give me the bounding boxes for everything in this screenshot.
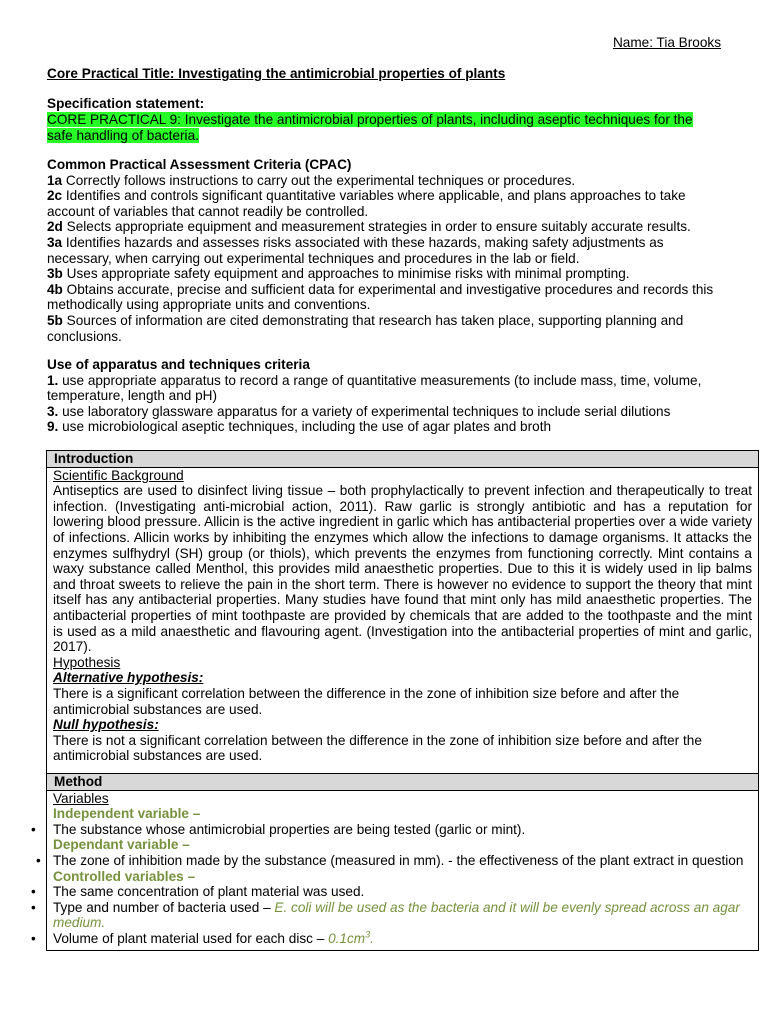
apparatus-section: [47, 357, 721, 435]
controlled-variables-list: [31, 884, 752, 946]
cpac-code: 4b: [47, 281, 63, 297]
alternative-hypothesis-label: Alternative hypothesis:: [53, 670, 204, 686]
method-heading: Method: [47, 774, 759, 791]
cpac-text: Correctly follows instructions to carry out the experimental techniques or procedures.: [62, 172, 576, 188]
apparatus-text: use microbiological aseptic techniques, including the use of agar plates and broth: [58, 419, 552, 435]
cpac-item: [47, 235, 721, 266]
cpac-code: 3b: [47, 266, 63, 282]
list-item: • The zone of inhibition made by the substance (measured in mm). - the effectiveness of the plant extract in question: [36, 852, 744, 868]
method-body: [31, 790, 759, 950]
cpac-item: [47, 188, 721, 219]
bacteria-note: E. coli will be used as the bacteria and it will be evenly spread across an agar medium.: [53, 899, 740, 931]
list-item: • The same concentration of plant material was used.: [31, 884, 365, 900]
cpac-text: Identifies and controls significant quantitative variables where applicable, and plans approaches to take account of variables that cannot readily be controlled.: [47, 188, 686, 219]
null-hypothesis-text: There is not a significant correlation between the difference in the zone of inhibition size before and after the antimicrobial substances are used.: [53, 732, 702, 764]
apparatus-item: [47, 404, 721, 420]
cpac-text: Uses appropriate safety equipment and approaches to minimise risks with minimal prompting.: [62, 266, 630, 282]
introduction-body: [47, 467, 759, 778]
hypothesis-label: Hypothesis: [53, 654, 121, 670]
cpac-code: 2d: [47, 219, 63, 235]
cpac-item: [47, 219, 721, 235]
practical-title: Core Practical Title: Investigating the antimicrobial properties of plants: [47, 66, 506, 81]
cpac-item: [47, 282, 721, 313]
apparatus-code: 9.: [47, 419, 59, 435]
introduction-heading: Introduction: [47, 451, 759, 468]
list-item: • Volume of plant material used for each disc – $0.1cm^3$.: [31, 929, 374, 946]
student-name: Name: Tia Brooks: [612, 35, 721, 50]
cpac-text: Obtains accurate, precise and sufficient data for experimental and investigative procedures and records this methodically using appropriate units and conventions.: [47, 281, 714, 313]
apparatus-item: [47, 419, 721, 435]
apparatus-item: [47, 373, 721, 404]
controlled-variables-label: Controlled variables –: [53, 868, 196, 884]
cpac-text: Sources of information are cited demonstrating that research has taken place, supporting planning and conclusions.: [47, 312, 684, 344]
apparatus-heading: Use of apparatus and techniques criteria: [47, 357, 310, 372]
scientific-background-text: Antiseptics are used to disinfect living tissue – both prophylactically to prevent infection and therapeutically to treat infection. (Investigating anti-microbial action, 2011). Raw garlic is strongly antibiotic and has a reputation for lowering blood pressure. Allicin is the active ingredient in garlic which has antibacterial properties over a wide variety of infections. Allicin works by inhibiting the enzymes which allow the infections to damage organisms. It attacks the enzymes sulfhydryl (SH) group (or thiols), which prevents the enzymes from functioning correctly. Mint contains a waxy substance called Menthol, this provides mild anaesthetic properties. Due to this it is widely used in lip balms and throat sweets to relieve the pain in the short term. There is however no evidence to support the theory that mint itself has any antibacterial properties. Many studies have found that mint only has mild anaesthetic properties. The antibacterial properties of mint toothpaste are provided by chemicals that are added to the toothpaste and the mint is used as a mild anaesthetic and flavouring agent. (Investigation into the antibacterial properties of mint and garlic, 2017).: [53, 483, 752, 655]
volume-value: $0.1cm^3$.: [328, 929, 374, 946]
cpac-text: Identifies hazards and assesses risks associated with these hazards, making safety adjustments as necessary, when carrying out experimental techniques and procedures in the lab or field.: [47, 234, 664, 266]
cpac-heading: Common Practical Assessment Criteria (CPAC): [47, 157, 352, 172]
spec-heading: Specification statement:: [47, 96, 205, 111]
introduction-table: [46, 450, 759, 779]
null-hypothesis-label: Null hypothesis:: [53, 717, 159, 733]
cpac-code: 5b: [47, 312, 63, 328]
spec-highlight: CORE PRACTICAL 9: Investigate the antimicrobial properties of plants, including aseptic techniques for the safe handling of bacteria.: [47, 112, 693, 143]
cpac-code: 2c: [47, 188, 63, 204]
apparatus-code: 3.: [47, 403, 59, 419]
apparatus-text: use appropriate apparatus to record a range of quantitative measurements (to include mass, time, volume, temperature, length and pH): [47, 372, 702, 404]
scientific-background-label: Scientific Background: [53, 467, 184, 483]
cpac-section: [47, 157, 721, 344]
spec-statement: [47, 112, 721, 143]
list-item: • The substance whose antimicrobial properties are being tested (garlic or mint).: [31, 821, 526, 837]
variables-label: Variables: [53, 790, 109, 806]
cpac-item: [47, 313, 721, 344]
cpac-item: [47, 266, 721, 282]
cpac-code: 3a: [47, 234, 63, 250]
apparatus-text: use laboratory glassware apparatus for a variety of experimental techniques to include serial dilutions: [58, 403, 671, 419]
dependant-variable-label: Dependant variable –: [53, 837, 190, 853]
alternative-hypothesis-text: There is a significant correlation between the difference in the zone of inhibition size before and after the antimicrobial substances are used.: [53, 685, 680, 717]
independent-variable-label: Independent variable –: [53, 806, 201, 822]
cpac-item: [47, 173, 721, 189]
cpac-text: Selects appropriate equipment and measurement strategies in order to ensure suitably accurate results.: [62, 219, 691, 235]
dependant-variable-list: [36, 852, 752, 869]
apparatus-code: 1.: [47, 372, 59, 388]
independent-variable-list: [31, 821, 752, 838]
method-table: [31, 773, 759, 951]
cpac-code: 1a: [47, 172, 63, 188]
list-item: • Type and number of bacteria used – E. coli will be used as the bacteria and it will be evenly spread across an agar medium.: [31, 899, 740, 931]
